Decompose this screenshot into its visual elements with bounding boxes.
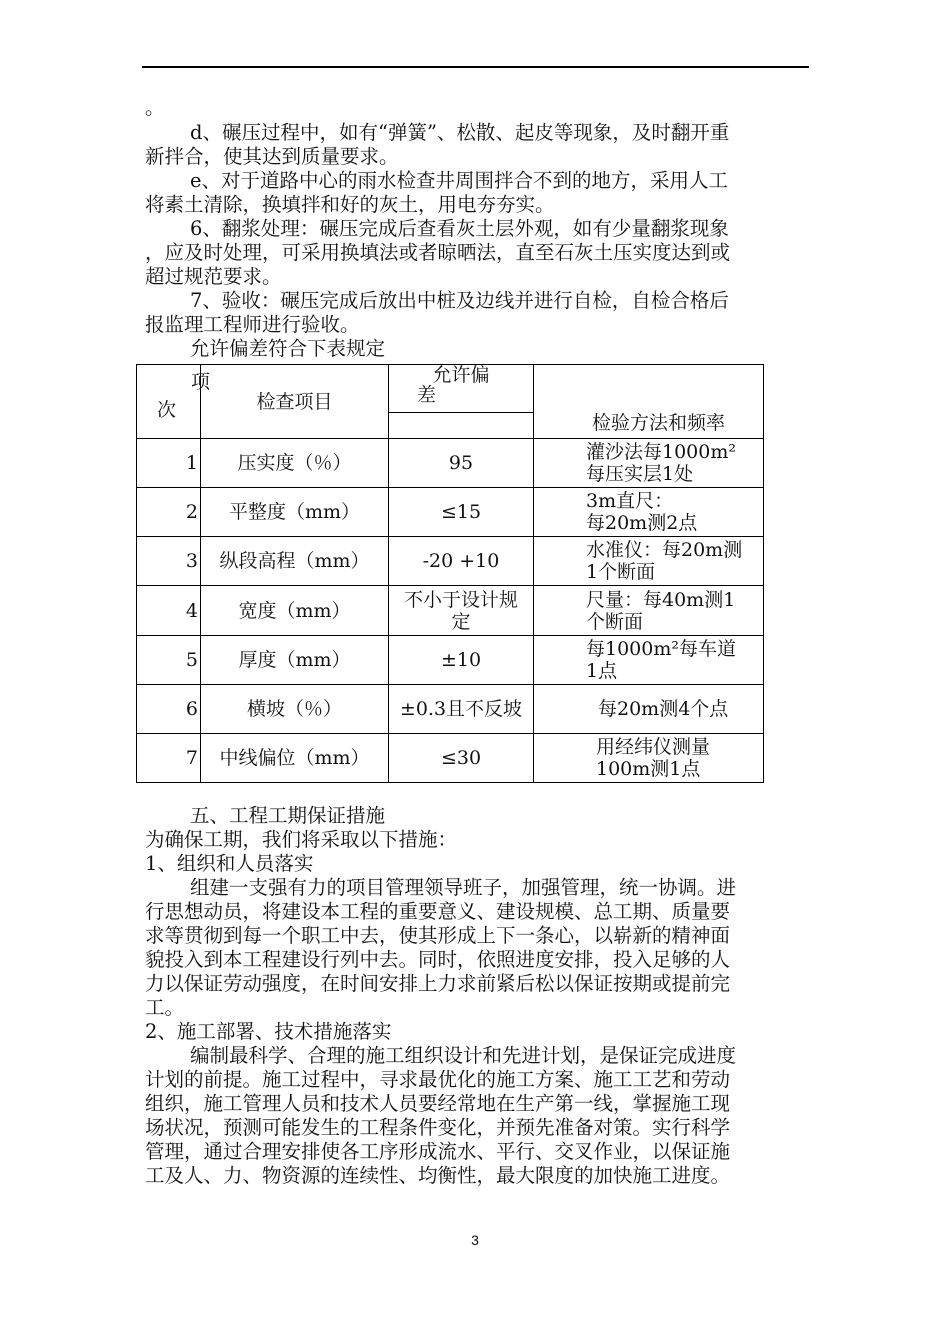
header-tolerance-cell [389,365,534,413]
header-rule [142,66,809,68]
row-item: 纵段高程（mm） [201,537,389,586]
text-line: 新拌合，使其达到质量要求。 [145,145,399,168]
row-method [534,586,764,635]
text-line: 报监理工程师进行验收。 [145,313,360,336]
text-line: 管理，通过合理安排使各工序形成流水、平行、交叉作业，以保证施 [145,1140,731,1163]
text-line: 6、翻浆处理：碾压完成后查看灰土层外观，如有少量翻浆现象 [190,217,729,240]
row-method-line2: 100m测1点 [596,757,701,780]
row-method-line1: 水准仪：每20m测 [586,539,743,562]
row-method-line1: 用经纬仪测量 [596,735,711,758]
row-item: 压实度（％） [201,439,389,488]
table-row [137,488,764,537]
row-method [534,635,764,684]
table-header-row [137,365,764,413]
table-caption: 允许偏差符合下表规定 [190,337,386,360]
row-method-line1: 每1000m²每车道 [586,637,736,660]
text-line: 计划的前提。施工过程中，寻求最优化的施工方案、施工工艺和劳动 [145,1068,731,1091]
text-line: 工。 [145,996,185,1019]
text-line: 求等贯彻到每一个职工中去，使其形成上下一条心，以崭新的精神面 [145,924,731,947]
table-row [137,635,764,684]
text-line: d、碾压过程中，如有“弹簧”、松散、起皮等现象，及时翻开重 [190,121,730,144]
subsection-heading: 2、施工部署、技术措施落实 [145,1020,392,1043]
row-item: 厚度（mm） [201,635,389,684]
row-index: 7 [137,733,201,782]
text-line: ，应及时处理，可采用换填法或者晾晒法，直至石灰土压实度达到或 [145,241,731,264]
text-line: 7、验收：碾压完成后放出中桩及边线并进行自检，自检合格后 [190,289,729,312]
row-item: 中线偏位（mm） [201,733,389,782]
text-line: 力以保证劳动强度，在时间安排上力求前紧后松以保证按期或提前完 [145,972,731,995]
row-index: 6 [137,684,201,733]
row-method [534,488,764,537]
row-tolerance: -20 +10 [389,537,534,586]
row-method-line1: 每20m测4个点 [598,697,729,720]
text-line: 貌投入到本工程建设行列中去。同时，依照进度安排，投入足够的人 [145,948,731,971]
row-method-line2: 1点 [586,659,618,682]
row-item: 平整度（mm） [201,488,389,537]
row-method-line1: 灌沙法每1000m² [586,441,736,464]
tolerance-table [136,364,764,783]
table-row [137,586,764,635]
text-line: 超过规范要求。 [145,265,282,288]
text-line: 组建一支强有力的项目管理领导班子，加强管理，统一协调。进 [190,876,737,899]
row-tolerance: 不小于设计规定 [389,586,534,635]
text-line: 工及人、力、物资源的连续性、均衡性，最大限度的加快施工进度。 [145,1164,731,1187]
row-index: 2 [137,488,201,537]
row-method-line1: 尺量：每40m测1 [586,588,736,611]
row-index: 5 [137,635,201,684]
section-heading: 五、工程工期保证措施 [190,804,386,827]
row-method-line2: 每20m测2点 [586,512,698,535]
row-method [534,537,764,586]
row-method [534,439,764,488]
text-line: 将素土清除，换填拌和好的灰土，用电夯夯实。 [145,193,555,216]
row-tolerance: ≤30 [389,733,534,782]
table-row [137,733,764,782]
text-line: 场状况，预测可能发生的工程条件变化，并预先准备对策。实行科学 [145,1116,731,1139]
row-tolerance: ≤15 [389,488,534,537]
text-line: 编制最科学、合理的施工组织设计和先进计划，是保证完成进度 [190,1044,737,1067]
row-index: 1 [137,439,201,488]
header-tolerance-line2: 差 [417,384,437,406]
header-tolerance-subcell [389,413,534,439]
header-index-line1: 项 [191,371,211,393]
header-index-cell [137,365,211,439]
row-method-line2: 个断面 [586,610,644,633]
row-method [534,733,764,782]
header-index-line2: 次 [157,399,177,421]
row-method-line1: 3m直尺： [586,490,674,513]
text-line: 行思想动员，将建设本工程的重要意义、建设规模、总工期、质量要 [145,900,731,923]
page-number: 3 [471,1232,479,1248]
table-row [137,439,764,488]
row-tolerance: ±10 [389,635,534,684]
row-index: 4 [137,586,201,635]
row-index: 3 [137,537,201,586]
text-line: 。 [145,96,165,119]
row-item: 横坡（％） [201,684,389,733]
header-tolerance-line1: 允许偏 [432,364,490,386]
subsection-heading: 1、组织和人员落实 [145,852,314,875]
table-row [137,684,764,733]
table-row [137,537,764,586]
row-method [534,684,764,733]
row-tolerance: 95 [389,439,534,488]
row-method-line2: 每压实层1处 [586,463,694,486]
text-line: e、对于道路中心的雨水检查井周围拌合不到的地方，采用人工 [190,169,729,192]
row-item: 宽度（mm） [201,586,389,635]
row-method-line2: 1个断面 [586,561,656,584]
header-method-cell: 检验方法和频率 [534,365,764,439]
text-line: 为确保工期，我们将采取以下措施： [145,828,458,851]
text-line: 组织，施工管理人员和技术人员要经常地在生产第一线，掌握施工现 [145,1092,731,1115]
row-tolerance: ±0.3且不反坡 [389,684,534,733]
header-item-cell: 检查项目 [201,365,389,439]
